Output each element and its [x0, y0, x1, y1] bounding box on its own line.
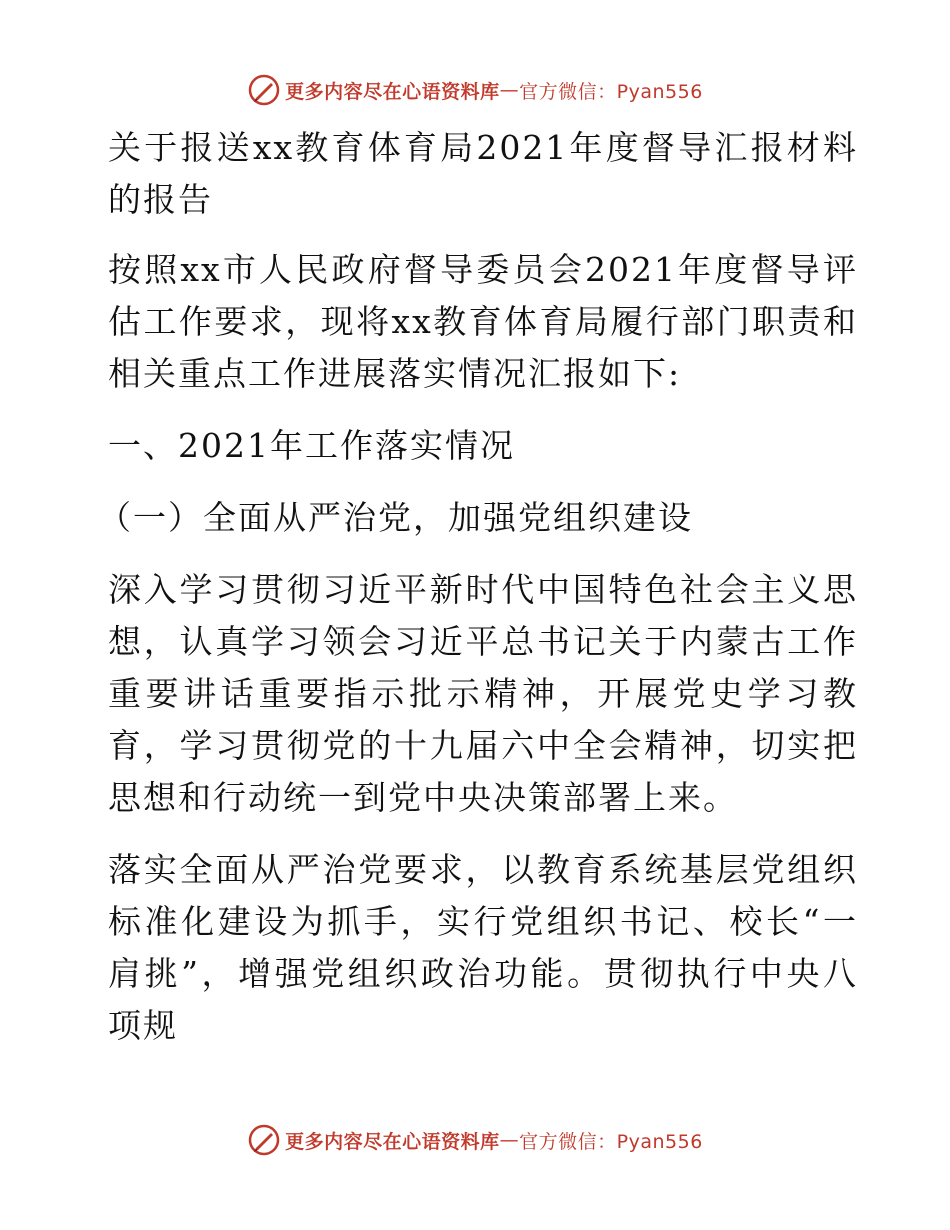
watermark-banner-top: [0, 70, 950, 110]
watermark-contact: 官方微信：Pyan556: [519, 1130, 703, 1153]
watermark-banner-bottom: [0, 1120, 950, 1160]
feather-pen-icon: [247, 1123, 281, 1157]
paragraph-body: 落实全面从严治党要求，以教育系统基层党组织标准化建设为抓手，实行党组织书记、校长“一肩挑”，增强党组织政治功能。贯彻执行中央八项规: [108, 850, 858, 1045]
feather-pen-icon: [247, 73, 281, 107]
subsection-heading: （一）全面从严治党，加强党组织建设: [98, 498, 693, 537]
paragraph-intro: 按照xx市人民政府督导委员会2021年度督导评估工作要求，现将xx教育体育局履行部门职责和相关重点工作进展落实情况汇报如下:: [108, 250, 858, 393]
watermark-brand: 更多内容尽在心语资料库: [285, 80, 500, 103]
watermark-contact: 官方微信：Pyan556: [519, 80, 703, 103]
paragraph-body: 深入学习贯彻习近平新时代中国特色社会主义思想，认真学习领会习近平总书记关于内蒙古工作重要讲话重要指示批示精神，开展党史学习教育，学习贯彻党的十九届六中全会精神，切实把思想和行动统一到党中央决策部署上来。: [108, 570, 858, 817]
watermark-separator: —: [499, 79, 520, 101]
document-title: 关于报送xx教育体育局2021年度督导汇报材料的报告: [108, 128, 858, 219]
section-heading: 一、2021年工作落实情况: [108, 426, 515, 465]
watermark-brand: 更多内容尽在心语资料库: [285, 1130, 500, 1153]
document-body: [98, 122, 858, 1072]
watermark-separator: —: [499, 1129, 520, 1151]
